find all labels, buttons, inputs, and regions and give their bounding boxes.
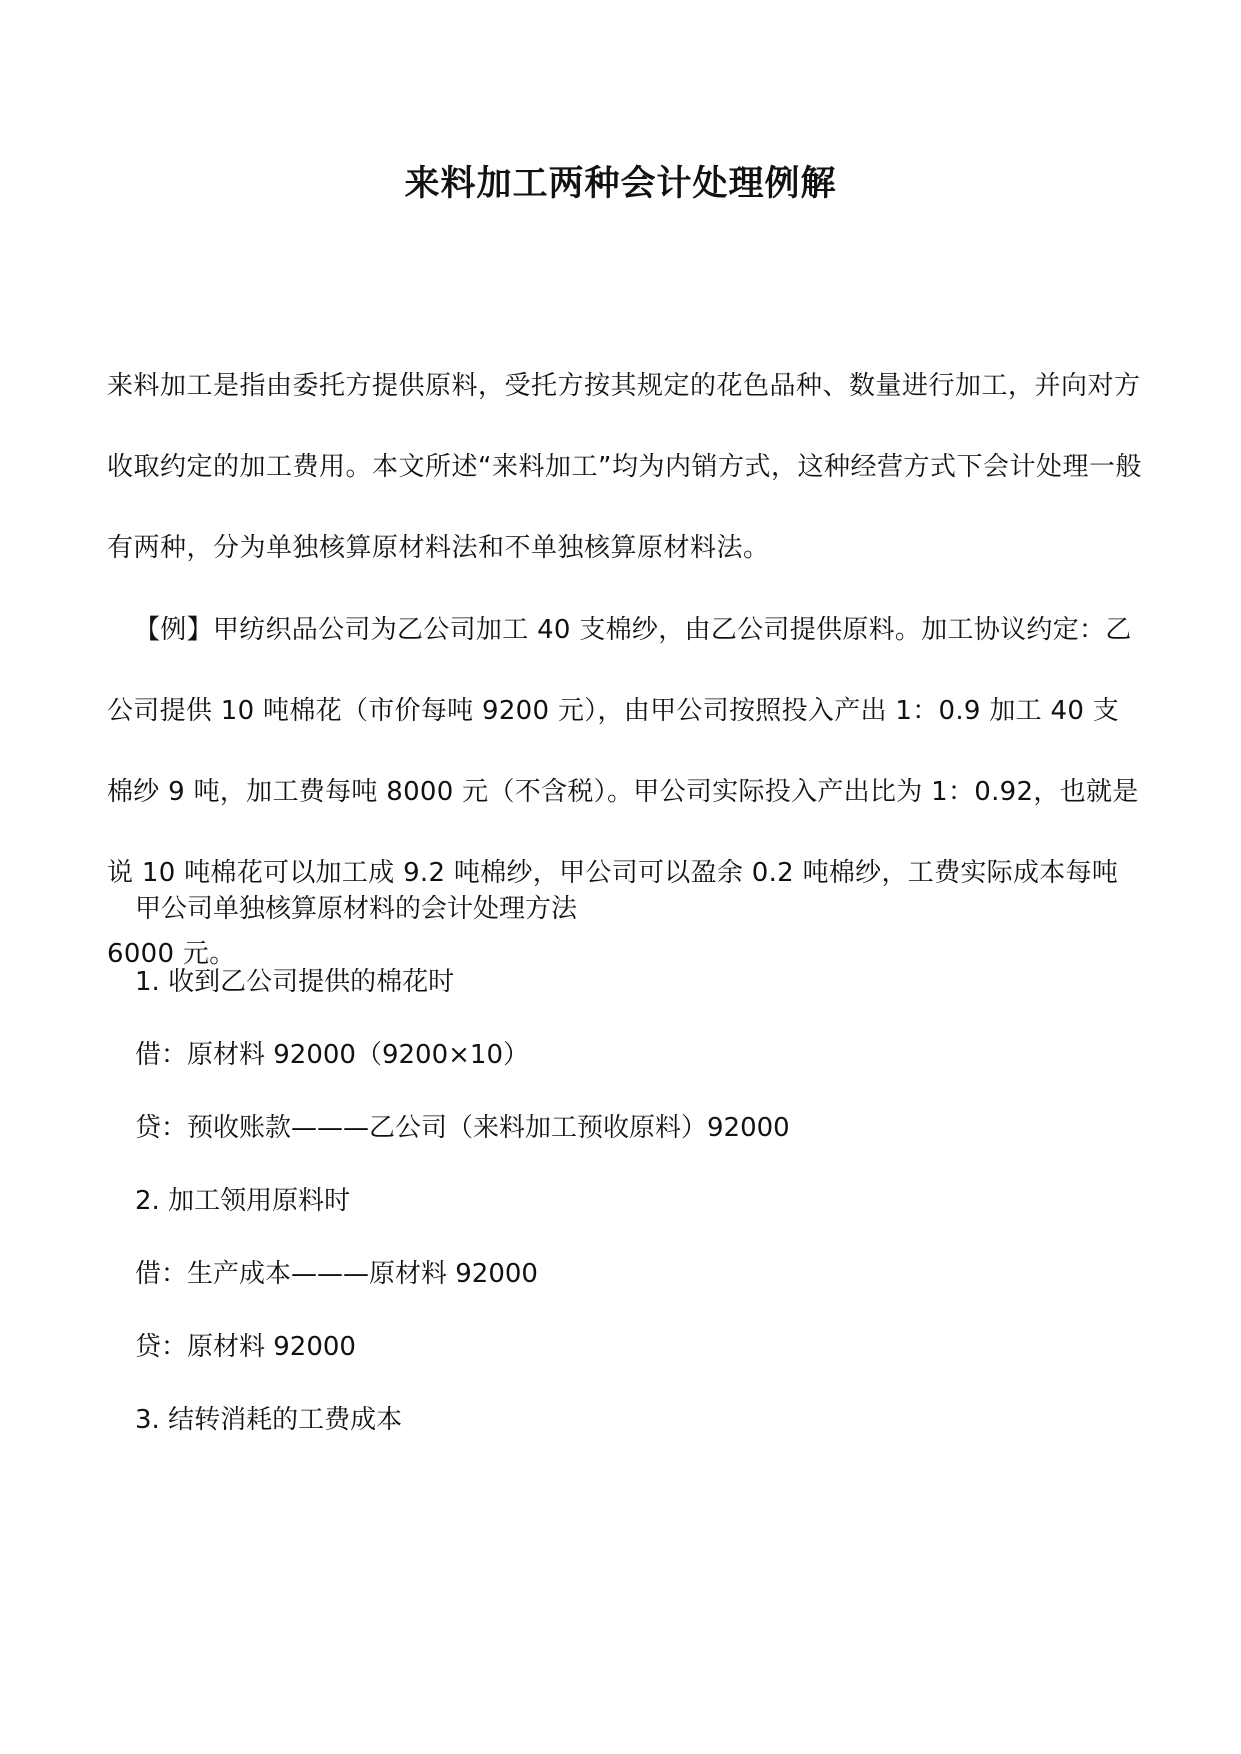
step-3-heading: 3. 结转消耗的工费成本 — [135, 1405, 403, 1435]
step-1-debit-entry: 借：原材料 92000（9200×10） — [135, 1040, 530, 1070]
step-2-debit-entry: 借：生产成本———原材料 92000 — [135, 1259, 538, 1289]
step-1-heading: 1. 收到乙公司提供的棉花时 — [135, 967, 455, 997]
step-1-credit-entry: 贷：预收账款———乙公司（来料加工预收原料）92000 — [135, 1113, 790, 1143]
step-2-credit-entry: 贷：原材料 92000 — [135, 1332, 356, 1362]
section-heading: 甲公司单独核算原材料的会计处理方法 — [135, 894, 578, 924]
step-2-heading: 2. 加工领用原料时 — [135, 1186, 351, 1216]
example-paragraph: 【例】甲纺织品公司为乙公司加工 40 支棉纱，由乙公司提供原料。加工协议约定：乙公司提供 10 吨棉花（市价每吨 9200 元），由甲公司按照投入产出 1：0.9 加工 40 支棉纱 9 吨，加工费每吨 8000 元（不含税）。甲公司实际投入产出比为 1：0.92，也就是说 10 吨棉花可以加工成 9.2 吨棉纱，甲公司可以盈余 0.2 吨棉纱，工费实际成本每吨 6000 元。 — [107, 615, 1139, 969]
document-title: 来料加工两种会计处理例解 — [404, 164, 837, 204]
intro-paragraph: 来料加工是指由委托方提供原料，受托方按其规定的花色品种、数量进行加工，并向对方收取约定的加工费用。本文所述“来料加工”均为内销方式，这种经营方式下会计处理一般有两种，分为单独核算原材料法和不单独核算原材料法。 — [107, 371, 1142, 563]
